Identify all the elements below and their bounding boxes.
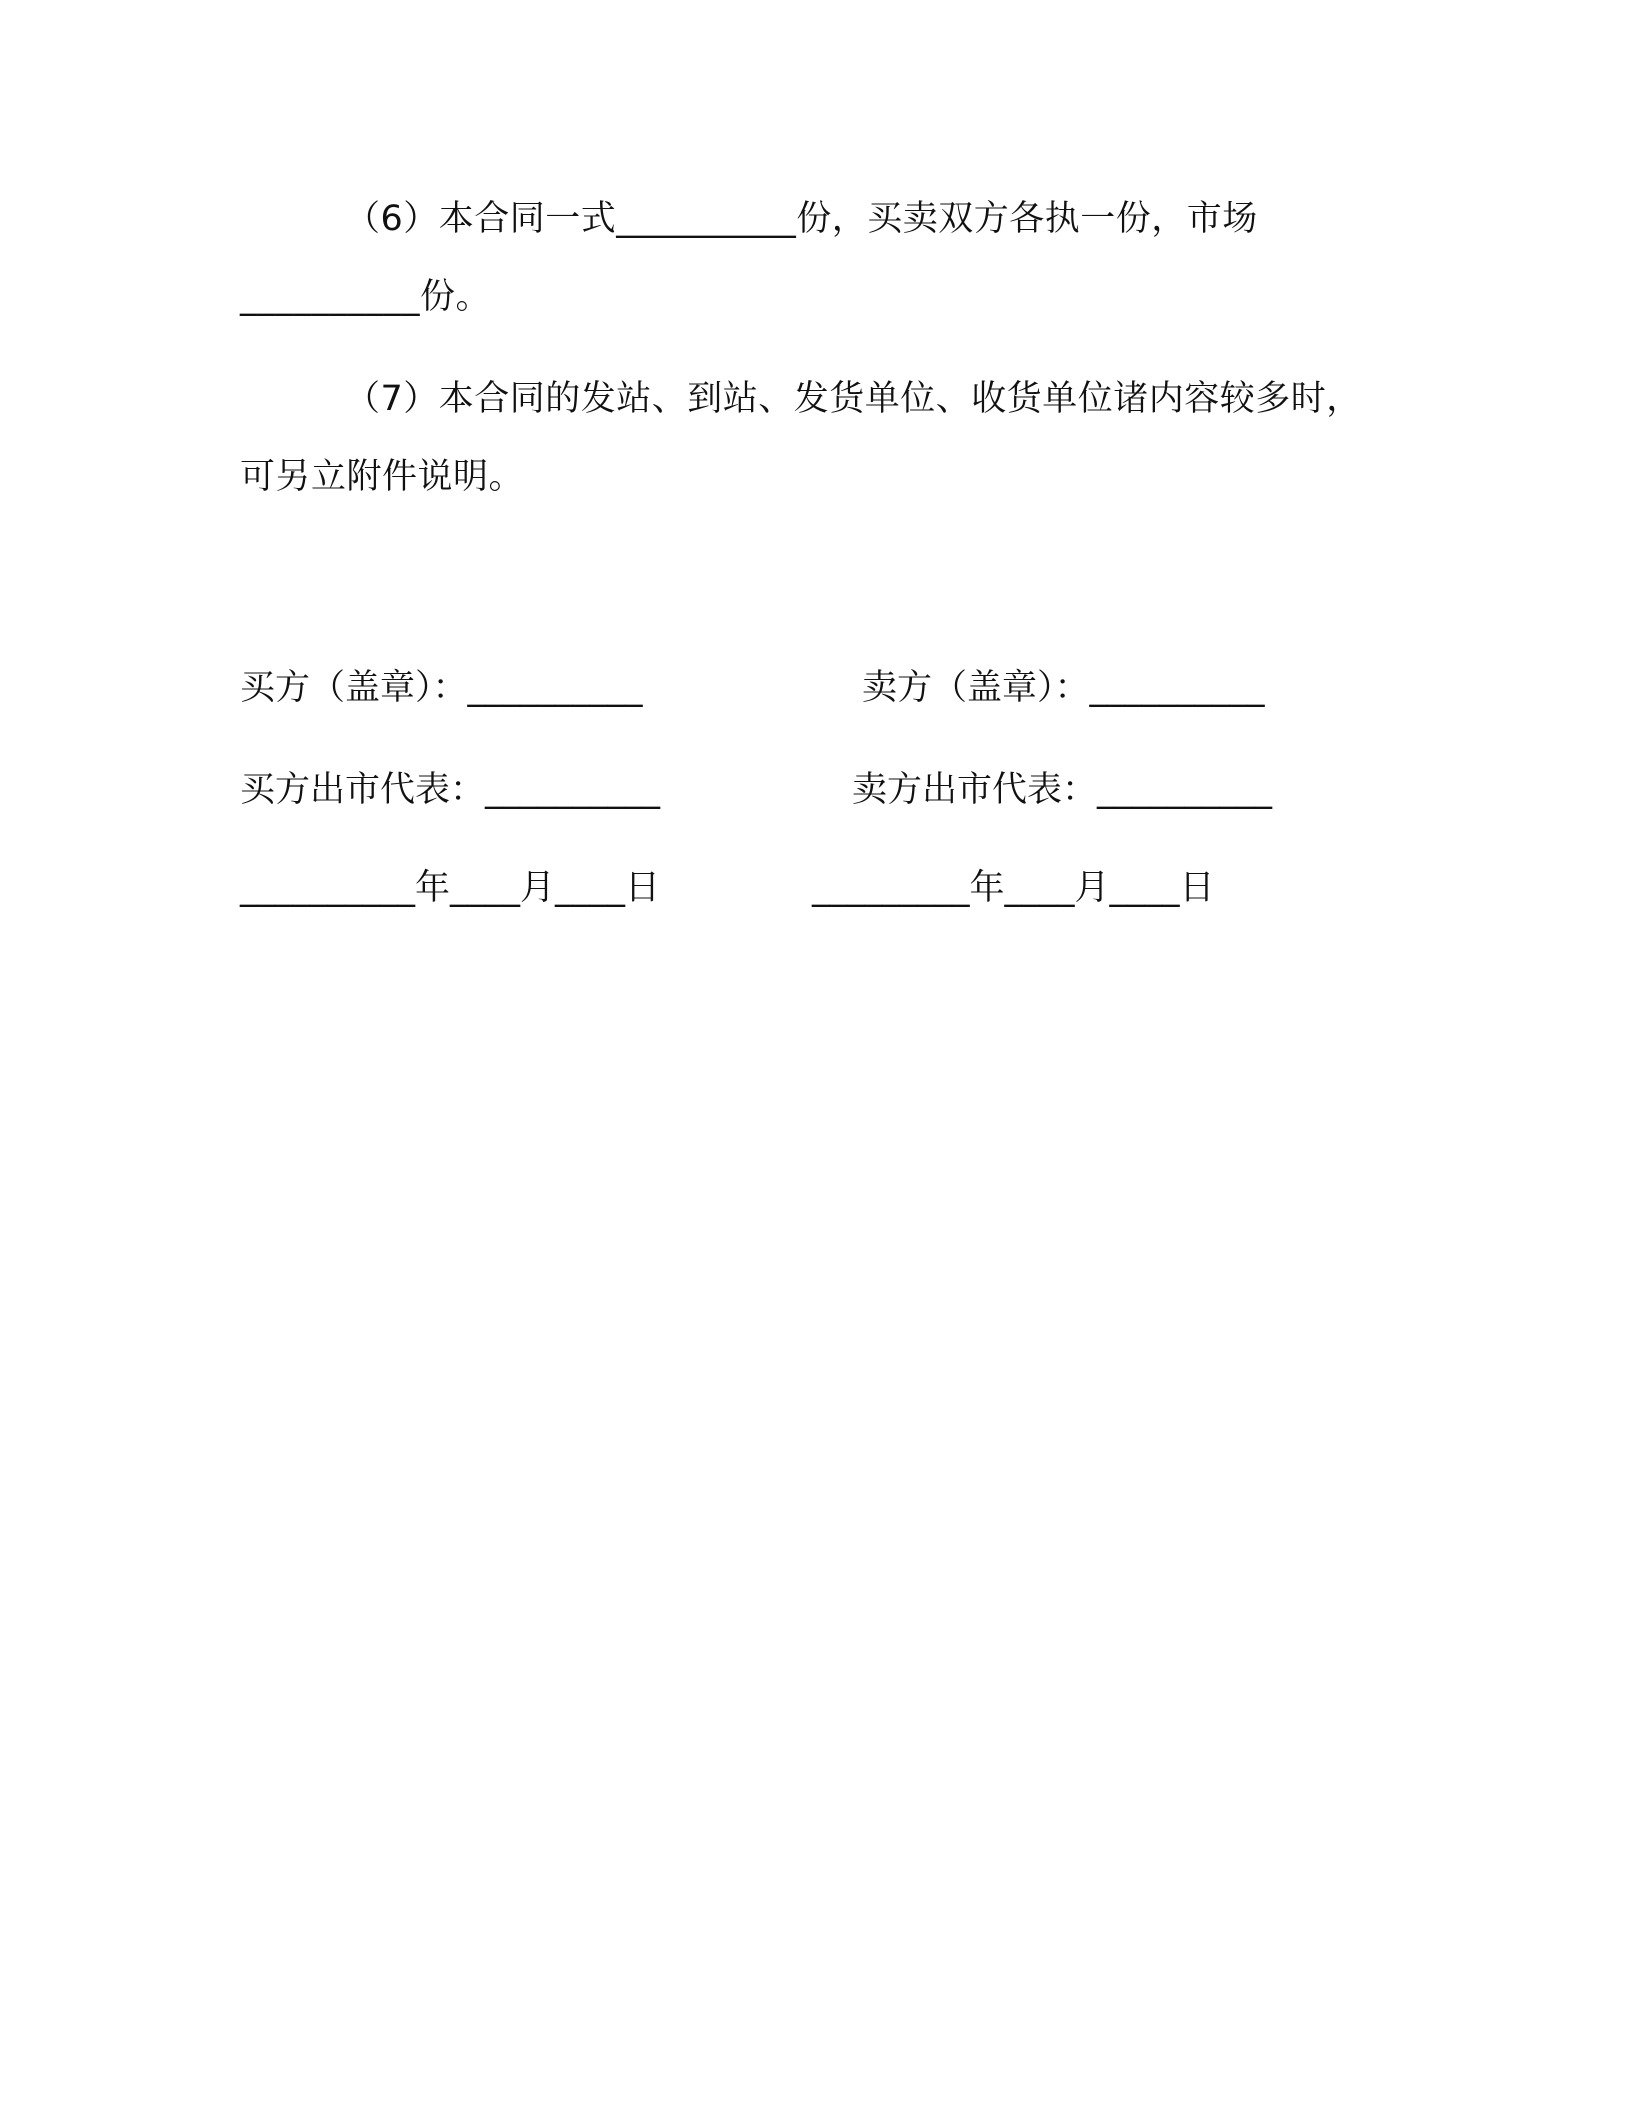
clause-6 bbox=[240, 180, 1390, 336]
representative-row bbox=[240, 760, 1390, 820]
buyer-seal: 买方（盖章）：__________ bbox=[240, 668, 643, 708]
seller-representative: 卖方出市代表：__________ bbox=[852, 770, 1273, 810]
seller-date: _________年____月____日 bbox=[812, 868, 1215, 908]
clause-6-line2: __________份。 bbox=[240, 277, 492, 317]
seal-row bbox=[240, 658, 1390, 718]
buyer-date: __________年____月____日 bbox=[240, 868, 661, 908]
buyer-representative: 买方出市代表：__________ bbox=[240, 770, 661, 810]
date-row bbox=[240, 858, 1390, 918]
seller-seal: 卖方（盖章）：__________ bbox=[862, 668, 1265, 708]
clause-7 bbox=[240, 360, 1390, 516]
clause-6-line1: （6）本合同一式__________份，买卖双方各执一份，市场 bbox=[345, 199, 1258, 239]
clause-7-line1: （7）本合同的发站、到站、发货单位、收货单位诸内容较多时， bbox=[345, 379, 1362, 419]
clause-7-line2: 可另立附件说明。 bbox=[240, 457, 525, 497]
